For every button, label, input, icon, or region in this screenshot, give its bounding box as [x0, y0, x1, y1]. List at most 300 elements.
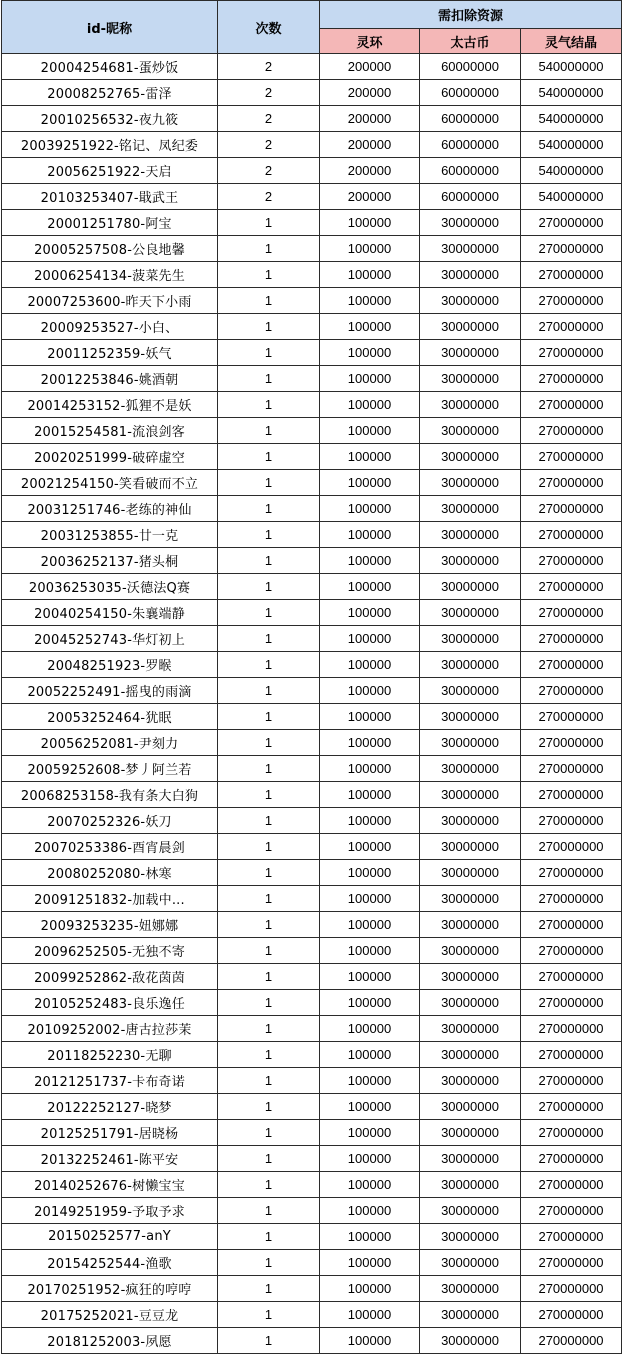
cell-linghuan: 100000 — [320, 626, 420, 652]
table-row — [2, 886, 622, 912]
cell-lingqi: 270000000 — [521, 1094, 622, 1120]
table-row — [2, 678, 622, 704]
cell-linghuan: 100000 — [320, 366, 420, 392]
cell-count: 1 — [218, 730, 320, 756]
cell-count: 1 — [218, 756, 320, 782]
header-taigubi: 太古币 — [420, 29, 521, 54]
cell-count: 1 — [218, 834, 320, 860]
cell-linghuan: 100000 — [320, 782, 420, 808]
cell-lingqi: 270000000 — [521, 1328, 622, 1354]
cell-lingqi: 270000000 — [521, 1224, 622, 1250]
table-row — [2, 990, 622, 1016]
cell-id-name: 20009253527-小白、 — [2, 314, 218, 340]
cell-lingqi: 540000000 — [521, 184, 622, 210]
table-row — [2, 834, 622, 860]
cell-taigubi: 30000000 — [420, 860, 521, 886]
table-row — [2, 600, 622, 626]
cell-taigubi: 30000000 — [420, 1328, 521, 1354]
cell-lingqi: 270000000 — [521, 782, 622, 808]
cell-lingqi: 270000000 — [521, 262, 622, 288]
cell-count: 1 — [218, 1328, 320, 1354]
cell-lingqi: 270000000 — [521, 1302, 622, 1328]
cell-id-name: 20149251959-予取予求 — [2, 1198, 218, 1224]
cell-lingqi: 270000000 — [521, 730, 622, 756]
cell-taigubi: 30000000 — [420, 262, 521, 288]
cell-taigubi: 30000000 — [420, 652, 521, 678]
cell-lingqi: 270000000 — [521, 808, 622, 834]
cell-linghuan: 100000 — [320, 808, 420, 834]
table-row — [2, 1224, 622, 1250]
header-count: 次数 — [218, 1, 320, 54]
cell-lingqi: 270000000 — [521, 1042, 622, 1068]
cell-count: 1 — [218, 1172, 320, 1198]
cell-lingqi: 540000000 — [521, 54, 622, 80]
cell-taigubi: 30000000 — [420, 548, 521, 574]
table-row — [2, 184, 622, 210]
table-row — [2, 1250, 622, 1276]
table-row — [2, 1146, 622, 1172]
cell-count: 1 — [218, 574, 320, 600]
cell-id-name: 20031251746-老练的神仙 — [2, 496, 218, 522]
cell-taigubi: 60000000 — [420, 158, 521, 184]
cell-id-name: 20096252505-无独不寄 — [2, 938, 218, 964]
table-row — [2, 496, 622, 522]
cell-taigubi: 60000000 — [420, 184, 521, 210]
cell-taigubi: 30000000 — [420, 938, 521, 964]
cell-taigubi: 30000000 — [420, 1198, 521, 1224]
cell-linghuan: 100000 — [320, 886, 420, 912]
cell-linghuan: 100000 — [320, 834, 420, 860]
table-row — [2, 522, 622, 548]
cell-lingqi: 270000000 — [521, 366, 622, 392]
table-row — [2, 574, 622, 600]
cell-taigubi: 30000000 — [420, 730, 521, 756]
cell-linghuan: 200000 — [320, 54, 420, 80]
table-row — [2, 756, 622, 782]
cell-linghuan: 100000 — [320, 288, 420, 314]
cell-count: 1 — [218, 860, 320, 886]
cell-lingqi: 270000000 — [521, 678, 622, 704]
cell-linghuan: 100000 — [320, 1198, 420, 1224]
cell-lingqi: 270000000 — [521, 990, 622, 1016]
cell-taigubi: 30000000 — [420, 574, 521, 600]
cell-taigubi: 30000000 — [420, 1276, 521, 1302]
cell-count: 1 — [218, 1224, 320, 1250]
table-row — [2, 938, 622, 964]
cell-lingqi: 270000000 — [521, 418, 622, 444]
table-header — [2, 1, 622, 54]
table-row — [2, 548, 622, 574]
table-row — [2, 236, 622, 262]
cell-linghuan: 200000 — [320, 184, 420, 210]
cell-taigubi: 30000000 — [420, 1172, 521, 1198]
cell-linghuan: 100000 — [320, 964, 420, 990]
cell-id-name: 20099252862-敌花茵茵 — [2, 964, 218, 990]
cell-taigubi: 30000000 — [420, 444, 521, 470]
cell-id-name: 20045252743-华灯初上 — [2, 626, 218, 652]
cell-linghuan: 100000 — [320, 418, 420, 444]
cell-taigubi: 30000000 — [420, 756, 521, 782]
cell-count: 1 — [218, 964, 320, 990]
cell-count: 1 — [218, 288, 320, 314]
cell-count: 1 — [218, 1042, 320, 1068]
cell-taigubi: 30000000 — [420, 912, 521, 938]
cell-id-name: 20014253152-狐狸不是妖 — [2, 392, 218, 418]
cell-count: 1 — [218, 470, 320, 496]
table-row — [2, 262, 622, 288]
cell-taigubi: 60000000 — [420, 106, 521, 132]
cell-lingqi: 270000000 — [521, 1120, 622, 1146]
cell-id-name: 20154252544-渔歌 — [2, 1250, 218, 1276]
cell-id-name: 20020251999-破碎虚空 — [2, 444, 218, 470]
cell-count: 1 — [218, 392, 320, 418]
table-row — [2, 1016, 622, 1042]
cell-taigubi: 30000000 — [420, 1146, 521, 1172]
cell-count: 1 — [218, 1302, 320, 1328]
cell-linghuan: 100000 — [320, 912, 420, 938]
resource-deduction-table — [1, 0, 622, 1354]
cell-count: 1 — [218, 1120, 320, 1146]
cell-linghuan: 100000 — [320, 1042, 420, 1068]
cell-count: 1 — [218, 990, 320, 1016]
cell-id-name: 20011252359-妖气 — [2, 340, 218, 366]
cell-lingqi: 270000000 — [521, 704, 622, 730]
cell-linghuan: 100000 — [320, 210, 420, 236]
table-row — [2, 808, 622, 834]
table-row — [2, 912, 622, 938]
cell-linghuan: 100000 — [320, 496, 420, 522]
cell-count: 1 — [218, 600, 320, 626]
table-row — [2, 730, 622, 756]
cell-count: 1 — [218, 1094, 320, 1120]
cell-linghuan: 100000 — [320, 548, 420, 574]
cell-count: 1 — [218, 678, 320, 704]
cell-lingqi: 270000000 — [521, 912, 622, 938]
cell-count: 1 — [218, 210, 320, 236]
cell-id-name: 20140252676-树懒宝宝 — [2, 1172, 218, 1198]
table-row — [2, 340, 622, 366]
table-row — [2, 106, 622, 132]
cell-lingqi: 270000000 — [521, 1068, 622, 1094]
cell-id-name: 20125251791-居晓杨 — [2, 1120, 218, 1146]
cell-lingqi: 270000000 — [521, 236, 622, 262]
table-row — [2, 1302, 622, 1328]
cell-linghuan: 100000 — [320, 1302, 420, 1328]
cell-linghuan: 100000 — [320, 1016, 420, 1042]
cell-linghuan: 100000 — [320, 1094, 420, 1120]
cell-id-name: 20121251737-卡布奇诺 — [2, 1068, 218, 1094]
cell-count: 1 — [218, 704, 320, 730]
cell-count: 2 — [218, 54, 320, 80]
cell-linghuan: 200000 — [320, 132, 420, 158]
cell-linghuan: 100000 — [320, 756, 420, 782]
cell-linghuan: 200000 — [320, 80, 420, 106]
cell-id-name: 20091251832-加载中... — [2, 886, 218, 912]
cell-lingqi: 270000000 — [521, 574, 622, 600]
cell-taigubi: 30000000 — [420, 1224, 521, 1250]
cell-linghuan: 100000 — [320, 1250, 420, 1276]
cell-taigubi: 30000000 — [420, 236, 521, 262]
cell-linghuan: 100000 — [320, 340, 420, 366]
cell-id-name: 20006254134-菠菜先生 — [2, 262, 218, 288]
table-row — [2, 1120, 622, 1146]
cell-linghuan: 100000 — [320, 522, 420, 548]
cell-lingqi: 270000000 — [521, 340, 622, 366]
cell-id-name: 20031253855-廿一克 — [2, 522, 218, 548]
cell-id-name: 20015254581-流浪剑客 — [2, 418, 218, 444]
cell-linghuan: 100000 — [320, 860, 420, 886]
cell-id-name: 20103253407-戢武王 — [2, 184, 218, 210]
cell-lingqi: 270000000 — [521, 1172, 622, 1198]
cell-taigubi: 30000000 — [420, 1250, 521, 1276]
cell-count: 1 — [218, 1068, 320, 1094]
cell-taigubi: 30000000 — [420, 704, 521, 730]
cell-linghuan: 100000 — [320, 1120, 420, 1146]
cell-lingqi: 270000000 — [521, 1146, 622, 1172]
cell-lingqi: 270000000 — [521, 964, 622, 990]
cell-id-name: 20036252137-猪头桐 — [2, 548, 218, 574]
cell-linghuan: 200000 — [320, 158, 420, 184]
header-linghuan: 灵环 — [320, 29, 420, 54]
cell-lingqi: 540000000 — [521, 106, 622, 132]
table-row — [2, 210, 622, 236]
cell-count: 1 — [218, 782, 320, 808]
cell-count: 1 — [218, 418, 320, 444]
cell-linghuan: 100000 — [320, 990, 420, 1016]
cell-id-name: 20001251780-阿宝 — [2, 210, 218, 236]
cell-count: 1 — [218, 366, 320, 392]
cell-count: 1 — [218, 652, 320, 678]
cell-taigubi: 30000000 — [420, 288, 521, 314]
cell-taigubi: 60000000 — [420, 54, 521, 80]
table-row — [2, 1276, 622, 1302]
cell-linghuan: 100000 — [320, 470, 420, 496]
cell-taigubi: 30000000 — [420, 418, 521, 444]
cell-count: 1 — [218, 262, 320, 288]
header-id-name: id-昵称 — [2, 1, 218, 54]
cell-lingqi: 270000000 — [521, 1250, 622, 1276]
table-row — [2, 158, 622, 184]
cell-taigubi: 30000000 — [420, 340, 521, 366]
table-row — [2, 626, 622, 652]
cell-taigubi: 30000000 — [420, 964, 521, 990]
table-row — [2, 470, 622, 496]
cell-count: 1 — [218, 1250, 320, 1276]
cell-count: 2 — [218, 106, 320, 132]
cell-taigubi: 30000000 — [420, 782, 521, 808]
cell-count: 1 — [218, 236, 320, 262]
cell-taigubi: 30000000 — [420, 1042, 521, 1068]
table-body — [2, 54, 622, 1354]
cell-id-name: 20008252765-雷泽 — [2, 80, 218, 106]
cell-id-name: 20080252080-林寒 — [2, 860, 218, 886]
cell-lingqi: 270000000 — [521, 210, 622, 236]
cell-taigubi: 30000000 — [420, 626, 521, 652]
cell-id-name: 20010256532-夜九筱 — [2, 106, 218, 132]
table-row — [2, 860, 622, 886]
header-lingqi: 灵气结晶 — [521, 29, 622, 54]
cell-lingqi: 270000000 — [521, 1276, 622, 1302]
cell-id-name: 20005257508-公良地馨 — [2, 236, 218, 262]
cell-taigubi: 30000000 — [420, 886, 521, 912]
cell-id-name: 20007253600-昨天下小雨 — [2, 288, 218, 314]
cell-linghuan: 100000 — [320, 392, 420, 418]
cell-count: 2 — [218, 184, 320, 210]
cell-taigubi: 30000000 — [420, 1016, 521, 1042]
table-row — [2, 418, 622, 444]
cell-id-name: 20118252230-无聊 — [2, 1042, 218, 1068]
cell-count: 2 — [218, 132, 320, 158]
cell-linghuan: 100000 — [320, 704, 420, 730]
cell-count: 1 — [218, 1016, 320, 1042]
cell-linghuan: 100000 — [320, 600, 420, 626]
table-row — [2, 704, 622, 730]
cell-count: 1 — [218, 938, 320, 964]
cell-lingqi: 270000000 — [521, 834, 622, 860]
cell-linghuan: 100000 — [320, 938, 420, 964]
table-row — [2, 1172, 622, 1198]
cell-id-name: 20068253158-我有条大白狗 — [2, 782, 218, 808]
header-resource-group: 需扣除资源 — [320, 1, 622, 29]
cell-linghuan: 100000 — [320, 730, 420, 756]
cell-id-name: 20132252461-陈平安 — [2, 1146, 218, 1172]
cell-taigubi: 60000000 — [420, 80, 521, 106]
cell-lingqi: 540000000 — [521, 80, 622, 106]
cell-linghuan: 100000 — [320, 262, 420, 288]
cell-id-name: 20056252081-尹刻力 — [2, 730, 218, 756]
cell-lingqi: 270000000 — [521, 1016, 622, 1042]
cell-linghuan: 100000 — [320, 1068, 420, 1094]
cell-count: 1 — [218, 314, 320, 340]
cell-count: 1 — [218, 496, 320, 522]
table-row — [2, 314, 622, 340]
cell-linghuan: 100000 — [320, 652, 420, 678]
cell-lingqi: 540000000 — [521, 158, 622, 184]
cell-lingqi: 270000000 — [521, 314, 622, 340]
table-row — [2, 1068, 622, 1094]
table-row — [2, 80, 622, 106]
cell-taigubi: 30000000 — [420, 366, 521, 392]
cell-lingqi: 270000000 — [521, 600, 622, 626]
table-row — [2, 54, 622, 80]
table-row — [2, 392, 622, 418]
cell-taigubi: 30000000 — [420, 1302, 521, 1328]
cell-count: 1 — [218, 886, 320, 912]
cell-lingqi: 270000000 — [521, 886, 622, 912]
cell-count: 1 — [218, 626, 320, 652]
cell-linghuan: 100000 — [320, 236, 420, 262]
cell-taigubi: 30000000 — [420, 834, 521, 860]
cell-count: 1 — [218, 548, 320, 574]
cell-id-name: 20122252127-晓梦 — [2, 1094, 218, 1120]
table-row — [2, 1328, 622, 1354]
cell-count: 1 — [218, 1198, 320, 1224]
table-row — [2, 366, 622, 392]
cell-count: 1 — [218, 1276, 320, 1302]
cell-linghuan: 100000 — [320, 444, 420, 470]
cell-taigubi: 30000000 — [420, 392, 521, 418]
cell-id-name: 20181252003-夙愿 — [2, 1328, 218, 1354]
cell-taigubi: 30000000 — [420, 678, 521, 704]
cell-lingqi: 270000000 — [521, 626, 622, 652]
cell-lingqi: 270000000 — [521, 288, 622, 314]
cell-taigubi: 30000000 — [420, 314, 521, 340]
table-row — [2, 652, 622, 678]
cell-taigubi: 30000000 — [420, 522, 521, 548]
cell-lingqi: 270000000 — [521, 392, 622, 418]
cell-id-name: 20052252491-摇曳的雨滴 — [2, 678, 218, 704]
cell-count: 1 — [218, 808, 320, 834]
cell-taigubi: 30000000 — [420, 210, 521, 236]
cell-linghuan: 100000 — [320, 1276, 420, 1302]
cell-lingqi: 270000000 — [521, 756, 622, 782]
cell-id-name: 20093253235-妞娜娜 — [2, 912, 218, 938]
cell-lingqi: 270000000 — [521, 496, 622, 522]
cell-taigubi: 30000000 — [420, 600, 521, 626]
cell-id-name: 20059252608-梦丿阿兰若 — [2, 756, 218, 782]
cell-count: 1 — [218, 1146, 320, 1172]
cell-linghuan: 100000 — [320, 1146, 420, 1172]
cell-count: 1 — [218, 340, 320, 366]
table-row — [2, 1094, 622, 1120]
cell-linghuan: 100000 — [320, 314, 420, 340]
cell-linghuan: 100000 — [320, 574, 420, 600]
cell-id-name: 20105252483-良乐逸任 — [2, 990, 218, 1016]
cell-id-name: 20040254150-朱襄端静 — [2, 600, 218, 626]
cell-id-name: 20004254681-蛋炒饭 — [2, 54, 218, 80]
cell-id-name: 20039251922-铭记、凤纪委 — [2, 132, 218, 158]
cell-lingqi: 270000000 — [521, 548, 622, 574]
cell-count: 2 — [218, 158, 320, 184]
cell-taigubi: 30000000 — [420, 1068, 521, 1094]
cell-id-name: 20053252464-犹眠 — [2, 704, 218, 730]
cell-taigubi: 30000000 — [420, 808, 521, 834]
table-row — [2, 782, 622, 808]
cell-linghuan: 100000 — [320, 1328, 420, 1354]
cell-id-name: 20070253386-酉宵晨剑 — [2, 834, 218, 860]
cell-taigubi: 30000000 — [420, 470, 521, 496]
cell-id-name: 20150252577-anY — [2, 1224, 218, 1250]
table-row — [2, 444, 622, 470]
cell-lingqi: 270000000 — [521, 444, 622, 470]
cell-taigubi: 30000000 — [420, 1094, 521, 1120]
cell-count: 1 — [218, 522, 320, 548]
cell-lingqi: 270000000 — [521, 522, 622, 548]
table-row — [2, 1198, 622, 1224]
table-row — [2, 288, 622, 314]
cell-lingqi: 540000000 — [521, 132, 622, 158]
cell-count: 2 — [218, 80, 320, 106]
cell-id-name: 20012253846-姚酒朝 — [2, 366, 218, 392]
cell-taigubi: 60000000 — [420, 132, 521, 158]
cell-lingqi: 270000000 — [521, 652, 622, 678]
cell-lingqi: 270000000 — [521, 470, 622, 496]
cell-linghuan: 100000 — [320, 678, 420, 704]
cell-id-name: 20170251952-疯狂的哼哼 — [2, 1276, 218, 1302]
cell-taigubi: 30000000 — [420, 1120, 521, 1146]
cell-lingqi: 270000000 — [521, 860, 622, 886]
cell-id-name: 20048251923-罗睺 — [2, 652, 218, 678]
cell-count: 1 — [218, 912, 320, 938]
table-row — [2, 1042, 622, 1068]
cell-linghuan: 100000 — [320, 1224, 420, 1250]
cell-taigubi: 30000000 — [420, 496, 521, 522]
cell-id-name: 20056251922-天启 — [2, 158, 218, 184]
table-row — [2, 132, 622, 158]
cell-id-name: 20036253035-沃德法Q赛 — [2, 574, 218, 600]
cell-lingqi: 270000000 — [521, 1198, 622, 1224]
cell-id-name: 20021254150-笑看破而不立 — [2, 470, 218, 496]
